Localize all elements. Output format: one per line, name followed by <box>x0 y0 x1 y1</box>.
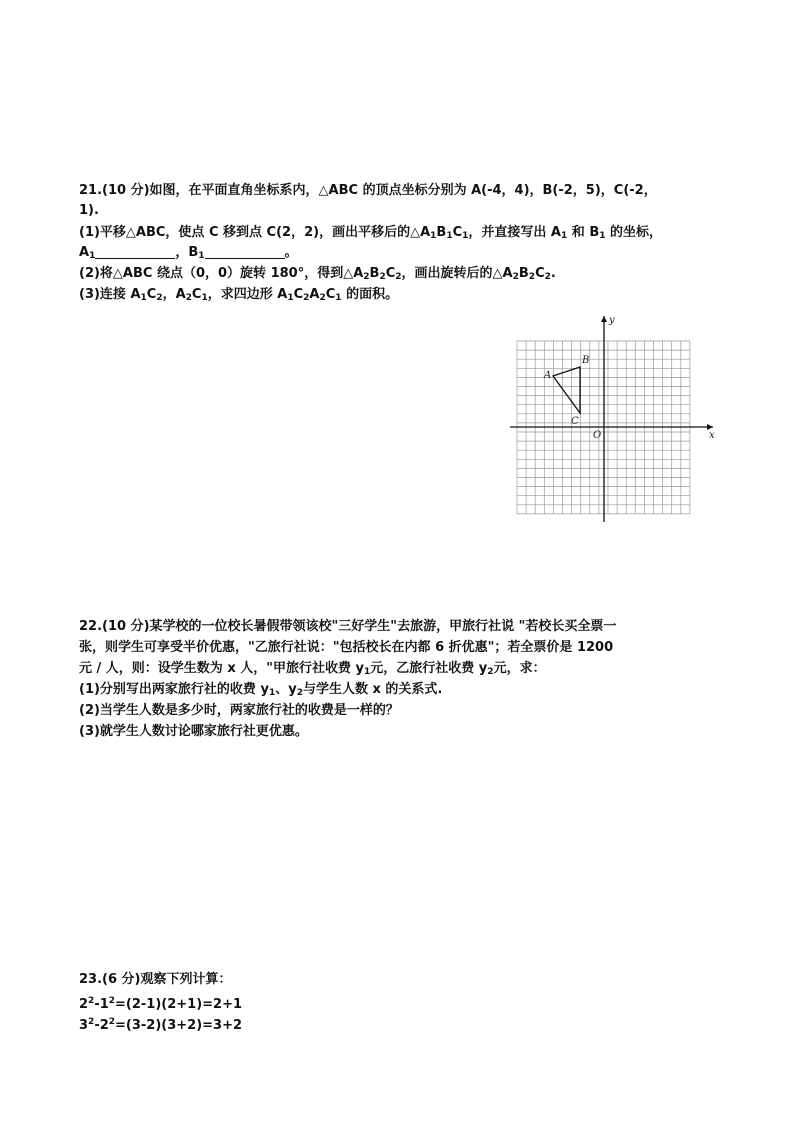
q21-answer-line: $A_1$ ，$B_1$ 。 <box>79 245 298 261</box>
x-axis-label: x <box>709 430 715 441</box>
y-axis-label: y <box>609 315 615 326</box>
answer-blank-a1[interactable] <box>95 244 175 259</box>
q22-part3: (3)就学生人数讨论哪家旅行社更优惠。 <box>79 724 308 739</box>
q22-stem-line2: 张，则学生可享受半价优惠，"乙旅行社说："包括校长在内都 6 折优惠"；若全票价是 1200 <box>79 640 614 655</box>
vertex-a-label: A <box>544 370 552 381</box>
q22-stem-line3: 元 / 人，则：设学生数为 x 人，"甲旅行社收费 $y_1$元，乙旅行社收费 $y_2$元，求： <box>79 661 546 677</box>
q21-part3: (3)连接 $A_1C_2$，$A_2C_1$，求四边形 $A_1C_2A_2C_1$ 的面积。 <box>79 287 399 303</box>
q23-example2: $3^2-2^2=(3-2)(3+2)=3+2$ <box>79 1017 243 1033</box>
origin-label: O <box>593 430 602 441</box>
q21-part1: (1)平移△ABC，使点 C 移到点 C(2，2)，画出平移后的$\triangle A_1B_1C_1$，并直接写出 $A_1$ 和 $B_1$ 的坐标， <box>79 225 663 241</box>
vertex-b-label: B <box>582 355 590 366</box>
y-axis-arrow <box>601 316 607 322</box>
q21-stem-line2: 1). <box>79 203 99 218</box>
q22-part2: (2)当学生人数是多少时，两家旅行社的收费是一样的？ <box>79 703 399 718</box>
q22-part1: (1)分别写出两家旅行社的收费 $y_1$、$y_2$与学生人数 x 的关系式. <box>79 682 443 698</box>
q23-stem: 23.(6 分)观察下列计算： <box>79 972 232 987</box>
q23-example1: $2^2-1^2=(2-1)(2+1)=2+1$ <box>79 996 243 1012</box>
answer-blank-b1[interactable] <box>205 244 285 259</box>
q22-stem-line1: 22.(10 分)某学校的一位校长暑假带领该校"三好学生"去旅游，甲旅行社说 "若校长买全票一 <box>79 619 617 634</box>
q21-part2: (2)将△ABC 绕点（0，0）旋转 180°，得到$\triangle A_2B_2C_2$，画出旋转后的$\triangle A_2B_2C_2$. <box>79 266 556 282</box>
q21-stem-line1: 21.(10 分)如图，在平面直角坐标系内，△ABC 的顶点坐标分别为 A(-4，4)，B(-2，5)，C(-2， <box>79 183 657 198</box>
vertex-c-label: C <box>571 416 579 427</box>
triangle-abc <box>553 367 580 413</box>
coordinate-grid-figure <box>508 312 723 527</box>
